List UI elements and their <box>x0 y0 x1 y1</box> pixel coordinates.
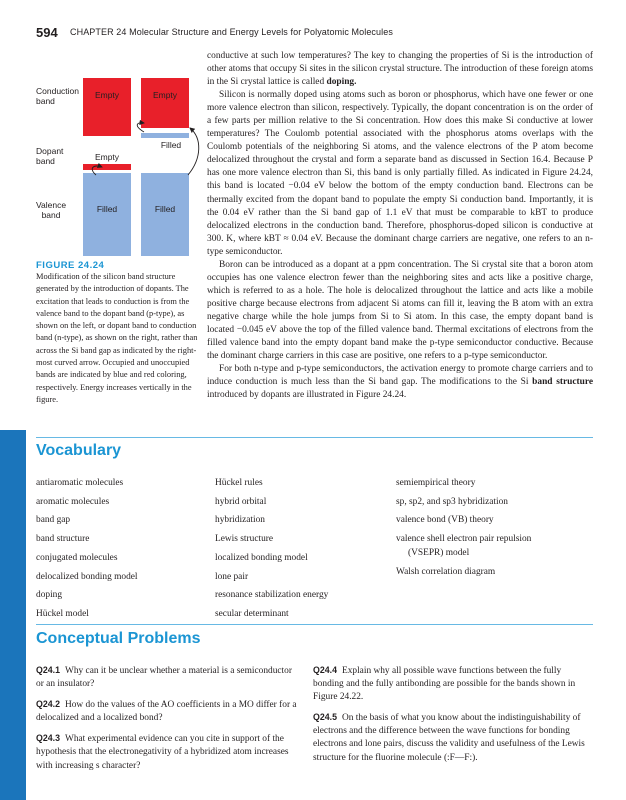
vocab-term: sp, sp2, and sp3 hybridization <box>396 496 508 507</box>
conduction-band-label: Conduction band <box>36 86 80 106</box>
paragraph-1: conductive at such low temperatures? The key to changing the properties of Si is the introduction of other atoms that occupy Si sites in the silicon crystal structure. The introduction of these foreign atoms in the Si crystal lattice is called doping. <box>207 51 593 88</box>
excitation-arrows <box>36 78 201 258</box>
right-valence-band-text: Filled <box>154 204 176 214</box>
p-type-arrow <box>92 166 102 175</box>
vocab-term: band gap <box>36 515 71 526</box>
vocab-term: lone pair <box>215 571 249 582</box>
valence-band-label: Valence band <box>36 200 67 220</box>
vocabulary-column-1 <box>36 474 138 624</box>
dopant-band-label: Dopant band <box>36 146 64 166</box>
left-valence-band-text: Filled <box>96 204 118 214</box>
right-conduction-band-text: Empty <box>152 90 178 100</box>
band-diagram <box>36 78 201 258</box>
vocab-term: valence bond (VB) theory <box>396 515 494 526</box>
problem-q24-1: Q24.1 Why can it be unclear whether a material is a semiconductor or an insulator? <box>36 665 292 690</box>
vocabulary-title: Vocabulary <box>36 442 122 459</box>
vocab-term: antiaromatic molecules <box>36 478 124 488</box>
problem-q24-3: Q24.3 What experimental evidence can you cite in support of the hypothesis that the electronegativity of a hybridized atom increases with increasing s character? <box>36 733 289 771</box>
problems-rule <box>36 624 593 625</box>
paragraph-3: Boron can be introduced as a dopant at a ppm concentration. The Si crystal site that a boron atom occupies has one valence electron fewer than the neighboring sites and acts like a positive charge, which is referred to as a hole. The hole is delocalized throughout the lattice and acts like a mobile positive charge because electrons from adjacent Si atoms can fill it, leaving the B atom with an extra negative charge while the hole jumps from Si to Si atom. In this case, the empty dopant band is located −0.045 eV above the top of the filled valence band. Thermal excitations of electrons from the filled valence band into the empty dopant band make the p-type semiconductor conductive. Because the dominant charge carriers in this case are positive, one refers to a p-type semiconductor. <box>207 259 593 362</box>
vocab-term: valence shell electron pair repulsion <box>396 534 532 545</box>
vocab-term: doping <box>36 590 63 601</box>
vocab-term: conjugated molecules <box>36 552 118 563</box>
left-dopant-band-text: Empty <box>94 152 120 162</box>
left-conduction-band-text: Empty <box>94 90 120 100</box>
vocabulary-column-3 <box>396 474 531 581</box>
paragraph-4: For both n-type and p-type semiconductors, the activation energy to promote charge carriers and to induce conduction is much less than the Si band gap. The modifications to the Si band structure introduced by dopants are illustrated in Figure 24.24. <box>207 364 593 401</box>
right-dopant-band-text: Filled <box>160 140 182 150</box>
vocab-term: resonance stabilization energy <box>215 590 329 601</box>
vocab-term: hybridization <box>215 515 265 526</box>
vocab-term: aromatic molecules <box>36 496 110 507</box>
page-number: 594 <box>36 25 58 40</box>
problems-column-left <box>36 664 298 780</box>
vocabulary-rule <box>36 437 593 438</box>
vocab-term: Lewis structure <box>215 534 274 545</box>
figure-title: FIGURE 24.24 <box>36 260 105 271</box>
term-band-structure: band structure <box>532 377 593 388</box>
n-type-arrow <box>137 123 144 132</box>
vocab-term: secular determinant <box>215 608 289 619</box>
vocab-term: semiempirical theory <box>396 478 476 488</box>
band-gap-arrow <box>188 128 199 175</box>
vocab-term: Hückel model <box>36 608 89 619</box>
term-doping: doping. <box>326 77 357 88</box>
vocab-term: delocalized bonding model <box>36 571 138 582</box>
vocab-term: Walsh correlation diagram <box>396 566 496 577</box>
paragraph-2: Silicon is normally doped using atoms such as boron or phosphorus, which have one fewer or one more valence electron than silicon, respectively. Typically, the dopant concentration is on the order of a few parts per million relative to the Si concentration. How does this make Si conductive at lower temperatures? The Coulomb potential associated with the phosphorus atoms overlaps with the Coulomb potentials of the neighboring Si atoms, and the valence electrons of the P atom become delocalized throughout the crystal and form a separate band as discussed in Section 16.4. Because P has one more valence electron than Si, this band is only partially filled. As indicated in Figure 24.24, this band is located −0.04 eV below the bottom of the empty conduction band. Electrons can be thermally excited from the dopant band to populate the empty Si conduction band. Importantly, it is the 0.04 eV rather than the Si band gap of 1.1 eV that must be comparable to kBT to produce delocalized electrons in the conduction band. Therefore, phosphorus-doped silicon is conductive at 300. K, where kBT ≈ 0.04 eV. Because the dominant charge carriers are negative, one refers to an n-type semiconductor. <box>207 90 593 257</box>
vocab-term: hybrid orbital <box>215 496 267 507</box>
vocab-term: Hückel rules <box>215 478 263 488</box>
figure-caption: Modification of the silicon band structure generated by the introduction of dopants. The excitation that leads to conduction is from the valence band to the dopant band (p-type), as shown on the left, or dopant band to conduction band (n-type), as shown on the right, rather than across the Si band gap as indicated by the right-most curved arrow. Occupied and unoccupied bands are indicated by blue and red coloring, respectively. Energy increases vertically in the figure. <box>36 272 198 404</box>
vocabulary-column-2 <box>215 474 328 624</box>
section-side-bar <box>0 430 26 800</box>
problems-column-right <box>313 664 593 772</box>
problems-title: Conceptual Problems <box>36 630 201 647</box>
body-text <box>207 50 593 402</box>
vocab-term: band structure <box>36 534 90 545</box>
problem-q24-2: Q24.2 How do the values of the AO coefficients in a MO differ for a delocalized and a localized bond? <box>36 699 297 724</box>
problem-q24-4: Q24.4 Explain why all possible wave functions between the fully bonding and the fully antibonding are possible for the bands shown in Figure 24.22. <box>313 665 576 703</box>
vocab-term-continuation: (VSEPR) model <box>408 547 470 558</box>
vocab-term: localized bonding model <box>215 552 308 563</box>
running-title: CHAPTER 24 Molecular Structure and Energy Levels for Polyatomic Molecules <box>70 27 393 37</box>
problem-q24-5: Q24.5 On the basis of what you know about the indistinguishability of electrons and the difference between the wave functions for bonding electrons and lone pairs, discuss the validity and usefulness of the Lewis structure for the fluorine molecule (:F—F:). <box>313 712 585 763</box>
